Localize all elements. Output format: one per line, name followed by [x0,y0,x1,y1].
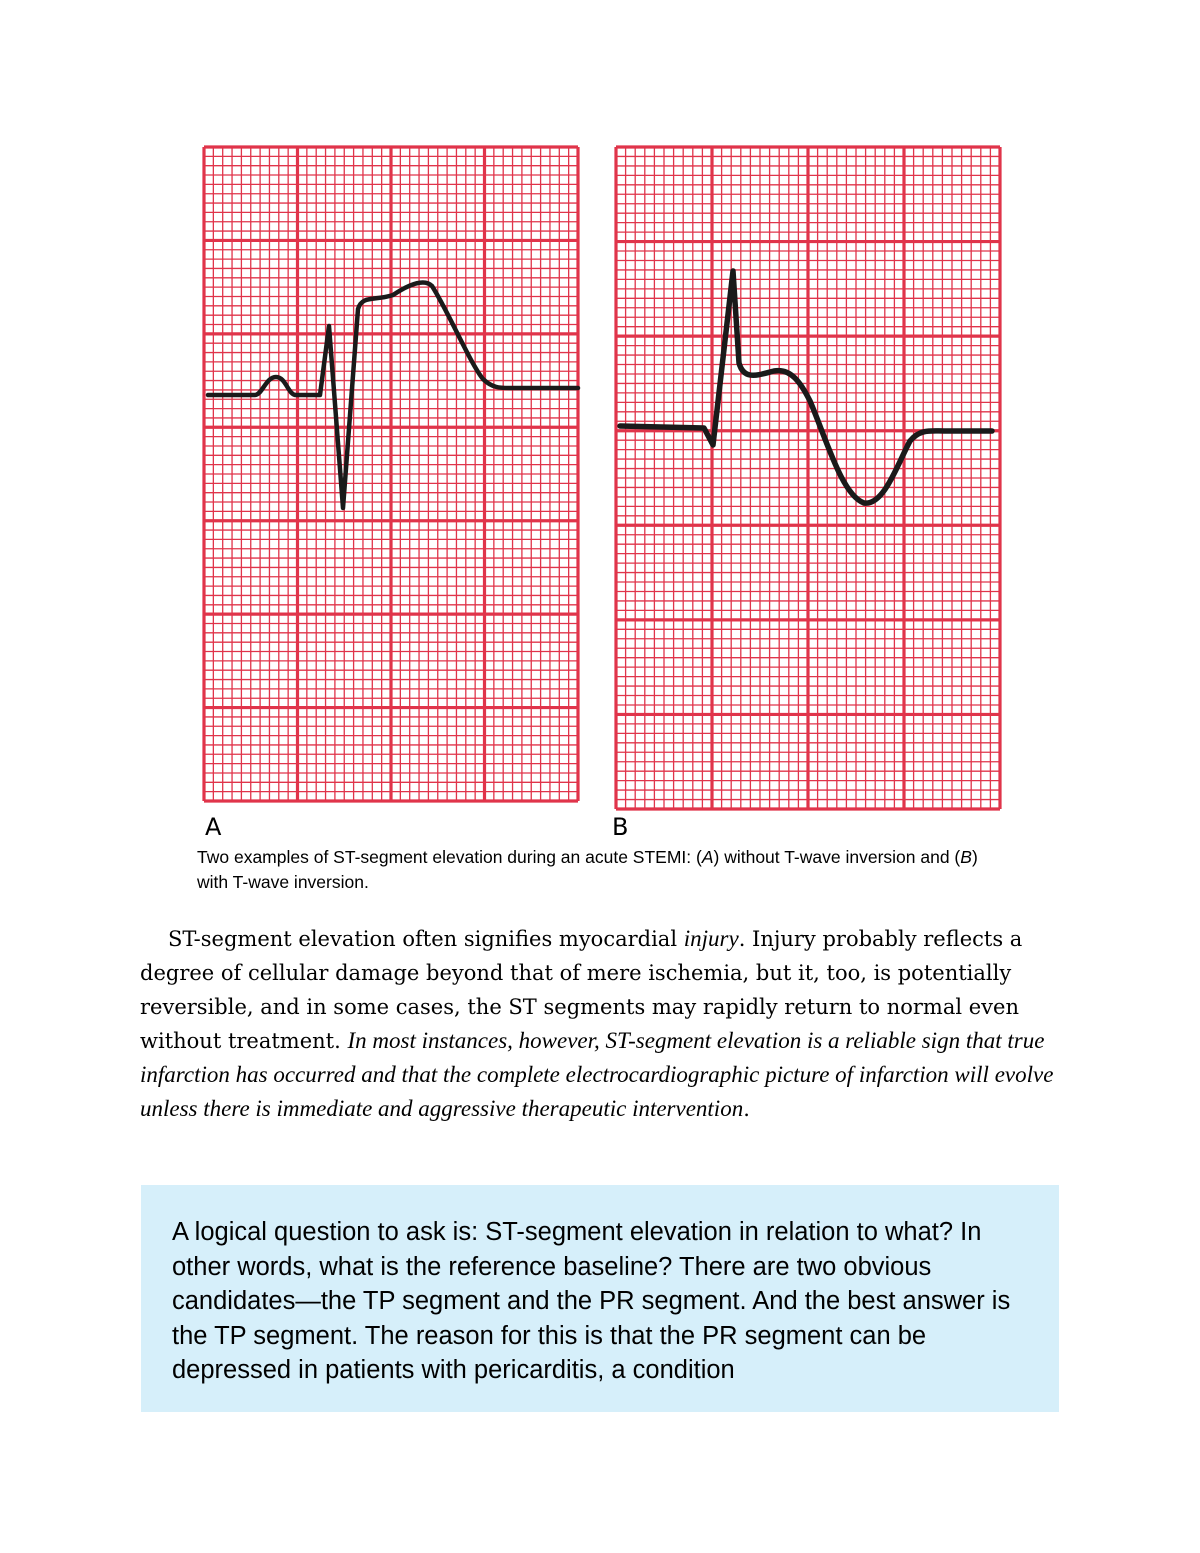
ecg-strip-a [200,143,582,805]
body-text-4: . [743,1097,750,1121]
body-italic-emphasis: In most instances, however, ST-segment elevation is a reliable sign that true infarction has occurred and that the complete electrocardiographic picture of infarction will evolve unless there is immediate and aggressive therapeutic intervention [140,1028,1054,1121]
ecg-strip-b-svg [612,143,1004,813]
body-italic-injury: injury [683,926,739,951]
ecg-strip-a-svg [200,143,582,805]
caption-text-2: ) without T-wave inversion and ( [713,847,961,867]
callout-box [141,1185,1059,1412]
ecg-strip-b [612,143,1004,813]
panel-label-b: B [612,813,629,841]
caption-text-3: ) with T-wave inversion. [197,847,978,892]
caption-italic-b: B [960,847,972,867]
caption-italic-a: A [701,847,714,867]
callout-text: A logical question to ask is: ST-segment elevation in relation to what? In other words, what is the reference baseline? There are two obvious candidates—the TP segment and the PR segment. And the best answer is the TP segment. The reason for this is that the PR segment can be depressed in patients with pericarditis, a condition [172,1218,1011,1384]
figure-caption [197,845,997,895]
ecg-grid-a [204,147,578,801]
body-text-2: . Injury probably reflects a degree of cellular damage beyond that of mere ischemia, but it, too, is potentially reversible, and in some cases, the ST segments may rapidly return to normal even without treatment. [140,927,1023,1053]
caption-text-1: Two examples of ST-segment elevation during an acute STEMI: ( [197,847,702,867]
body-text-1: ST-segment elevation often signifies myocardial [168,927,684,951]
ecg-grid-b [616,147,1000,809]
body-paragraph [140,922,1060,1126]
panel-label-a: A [205,813,222,841]
